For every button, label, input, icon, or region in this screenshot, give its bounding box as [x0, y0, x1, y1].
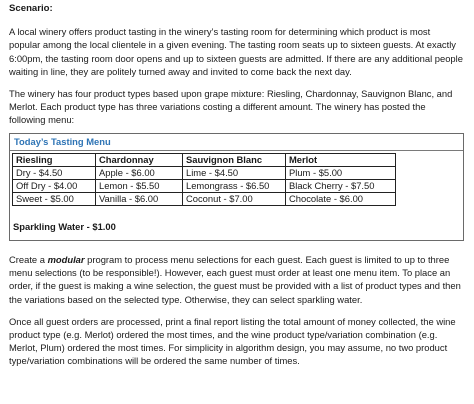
menu-header-row — [13, 153, 396, 166]
sparkling-water-item: Sparkling Water - $1.00 — [13, 220, 116, 232]
menu-cell: Lemongrass - $6.50 — [183, 179, 286, 192]
table-row — [13, 166, 396, 179]
menu-cell: Chocolate - $6.00 — [286, 192, 396, 205]
menu-divider — [10, 150, 463, 151]
paragraph-report: Once all guest orders are processed, print a final report listing the total amount of money collected, the wine product type (e.g. Merlot) ordered the most times, and the wine product type/variation combination (e.g. Merlot, Plum) ordered the most times. For simplicity in algorithm design, you may assume, no two product type/variation combinations will be ordered the same number of times. — [9, 315, 456, 367]
paragraph-requirements — [9, 253, 464, 306]
table-row — [13, 179, 396, 192]
modular-emphasis: modular — [47, 254, 85, 266]
menu-cell: Lime - $4.50 — [183, 166, 286, 179]
menu-title: Today’s Tasting Menu — [14, 135, 111, 147]
menu-header-cell: Merlot — [286, 153, 396, 166]
menu-cell: Vanilla - $6.00 — [96, 192, 183, 205]
table-row — [13, 192, 396, 205]
menu-cell: Off Dry - $4.00 — [13, 179, 96, 192]
paragraph-intro: A local winery offers product tasting in the winery’s tasting room for determining which product is most popular among the local clientele in a given evening. The tasting room seats up to sixteen guests. At exactly 6:00pm, the tasting room door opens and up to sixteen guests are admitted. If there are any additional people waiting in line, they are politely turned away and invited to come back the next day. — [9, 26, 463, 77]
menu-cell: Sweet - $5.00 — [13, 192, 96, 205]
menu-table — [12, 153, 396, 206]
scenario-heading: Scenario: — [9, 3, 53, 14]
menu-cell: Dry - $4.50 — [13, 166, 96, 179]
requirements-text-rest: program to process menu selections for each guest. Each guest is limited to up to three menu selections (to be responsible!). However, each guest must order at least one menu item. To place an order, if the guest is making a wine selection, the guest must be provided with a list of product types and then the variations based on the selected type. Otherwise, they can select sparkling water. — [9, 254, 461, 305]
menu-header-cell: Sauvignon Blanc — [183, 153, 286, 166]
requirements-text-start: Create a — [9, 254, 48, 266]
menu-cell: Lemon - $5.50 — [96, 179, 183, 192]
menu-header-cell: Riesling — [13, 153, 96, 166]
menu-cell: Plum - $5.00 — [286, 166, 396, 179]
menu-cell: Black Cherry - $7.50 — [286, 179, 396, 192]
paragraph-products: The winery has four product types based upon grape mixture: Riesling, Chardonnay, Sauvignon Blanc, and Merlot. Each product type has three variations costing a different amount. The winery has posted the following menu: — [9, 88, 453, 126]
menu-header-cell: Chardonnay — [96, 153, 183, 166]
tasting-menu-box — [9, 133, 464, 241]
menu-cell: Coconut - $7.00 — [183, 192, 286, 205]
menu-cell: Apple - $6.00 — [96, 166, 183, 179]
